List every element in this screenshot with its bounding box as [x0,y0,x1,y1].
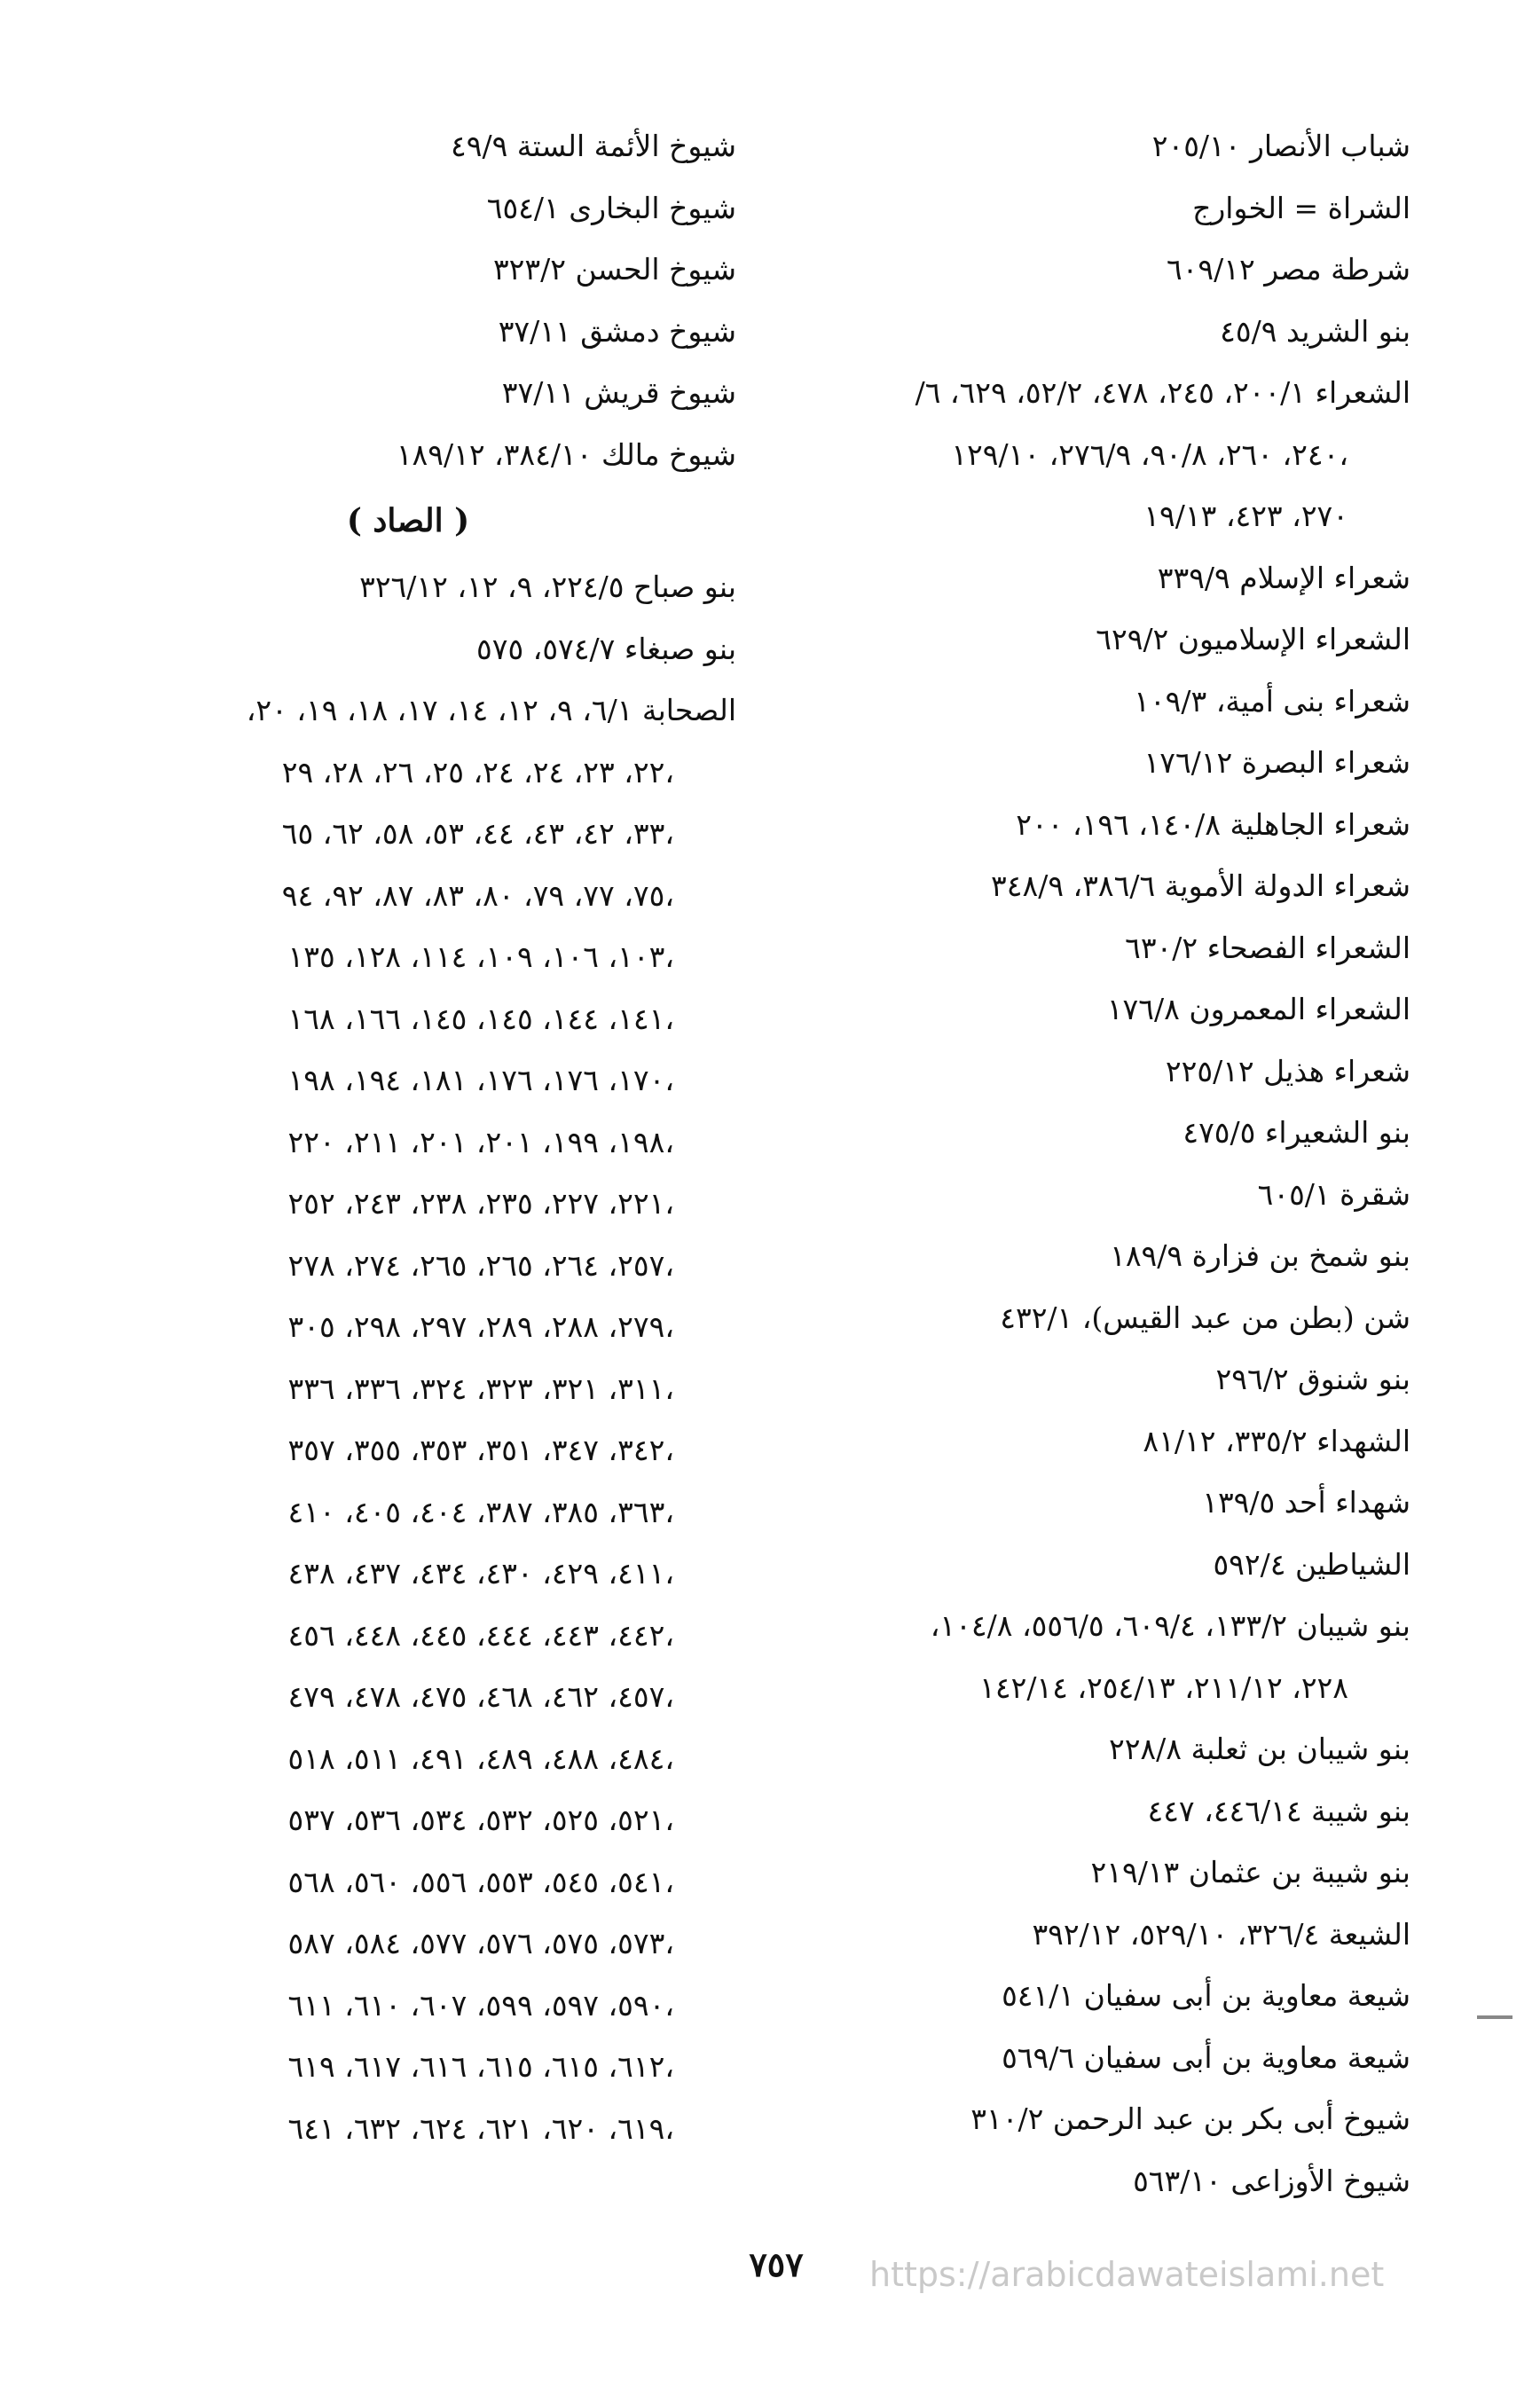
index-entry: شقرة ٦٠٥/١ [1257,1176,1410,1212]
index-entry: شن (بطن من عبد القيس)، ٤٣٢/١ [1000,1300,1410,1335]
index-entry-continuation: ١٤١، ١٤٤، ١٤٥، ١٤٥، ١٦٦، ١٦٨، [287,1001,674,1036]
index-entry-continuation: ٢٢١، ٢٢٧، ٢٣٥، ٢٣٨، ٢٤٣، ٢٥٢، [287,1186,674,1221]
index-entry: بنو شيبة ٤٤٦/١٤، ٤٤٧ [1147,1793,1410,1828]
index-entry: بنو شمخ بن فزارة ١٨٩/٩ [1110,1238,1410,1273]
index-entry: بنو شيبان ١٣٣/٢، ٦٠٩/٤، ٥٥٦/٥، ١٠٤/٨، [930,1608,1410,1643]
section-heading-sad: ( الصاد ) [346,502,470,539]
index-entry-continuation: ٦١٢، ٦١٥، ٦١٥، ٦١٦، ٦١٧، ٦١٩، [287,2049,674,2084]
index-entry: الشهداء ٣٣٥/٢، ٨١/١٢ [1143,1423,1410,1458]
index-entry-continuation: ٣١١، ٣٢١، ٣٢٣، ٣٢٤، ٣٣٦، ٣٣٦، [287,1371,674,1406]
index-entry: بنو شنوق ٢٩٦/٢ [1215,1362,1410,1396]
index-entry-continuation: ٤١١، ٤٢٩، ٤٣٠، ٤٣٤، ٤٣٧، ٤٣٨، [287,1556,674,1591]
index-entry-continuation: ٢٧٩، ٢٨٨، ٢٨٩، ٢٩٧، ٢٩٨، ٣٠٥، [287,1309,674,1344]
index-entry: بنو الشريد ٤٥/٩ [1220,313,1410,349]
index-entry: الشعراء الفصحاء ٦٣٠/٢ [1125,930,1410,965]
index-entry: بنو الشعيراء ٤٧٥/٥ [1182,1115,1410,1150]
index-entry-continuation: ٢٢٨، ٢١١/١٢، ٢٥٤/١٣، ١٤٢/١٤ [979,1669,1348,1705]
index-entry: شيوخ البخارى ٦٥٤/١ [486,190,736,225]
index-entry: شيوخ قريش ٣٧/١١ [501,375,736,410]
index-entry: شباب الأنصار ٢٠٥/١٠ [1151,129,1410,163]
page-number: ٧٥٧ [749,2244,804,2284]
index-entry-continuation: ٥٢١، ٥٢٥، ٥٣٢، ٥٣٤، ٥٣٦، ٥٣٧، [287,1803,674,1837]
index-entry-continuation: ٥٩٠، ٥٩٧، ٥٩٩، ٦٠٧، ٦١٠، ٦١١، [287,1987,674,2023]
index-entry-continuation: ٣٤٢، ٣٤٧، ٣٥١، ٣٥٣، ٣٥٥، ٣٥٧، [287,1433,674,1467]
index-entry: بنو صباح ٢٢٤/٥، ٩، ١٢، ٣٢٦/١٢ [359,570,736,604]
index-entry-continuation: ٣٣، ٤٢، ٤٣، ٤٤، ٥٣، ٥٨، ٦٢، ٦٥، [281,816,674,851]
index-entry: الشعراء الإسلاميون ٦٢٩/٢ [1096,622,1410,656]
index-entry: شعراء البصرة ١٧٦/١٢ [1143,745,1410,780]
index-column-right [763,115,1410,2212]
index-entry: بنو شيبان بن ثعلبة ٢٢٨/٨ [1108,1732,1410,1766]
index-entry-continuation: ٤٤٢، ٤٤٣، ٤٤٤، ٤٤٥، ٤٤٨، ٤٥٦، [287,1617,674,1653]
index-entry: شيوخ أبى بكر بن عبد الرحمن ٣١٠/٢ [970,2102,1410,2136]
index-entry: شيوخ دمشق ٣٧/١١ [498,313,736,349]
index-entry-continuation: ٦١٩، ٦٢٠، ٦٢١، ٦٢٤، ٦٣٢، ٦٤١، [287,2110,674,2146]
index-entry: شرطة مصر ٦٠٩/١٢ [1166,252,1410,287]
index-entry: الشعراء المعمرون ١٧٦/٨ [1106,992,1410,1026]
watermark-url: https://arabicdawateislami.net [869,2255,1385,2294]
index-entry-continuation: ٢٢، ٢٣، ٢٤، ٢٤، ٢٥، ٢٦، ٢٨، ٢٩، [281,754,674,790]
index-entry: شيوخ الحسن ٣٢٣/٢ [492,252,736,287]
index-entry-continuation: ١٩٨، ١٩٩، ٢٠١، ٢٠١، ٢١١، ٢٢٠، [287,1124,674,1159]
index-column-left [115,115,736,2159]
index-entry: الشيعة ٣٢٦/٤، ٥٢٩/١٠، ٣٩٢/١٢ [1032,1916,1410,1952]
index-entry-continuation: ٥٧٣، ٥٧٥، ٥٧٦، ٥٧٧، ٥٨٤، ٥٨٧، [287,1926,674,1960]
index-entry-continuation: ٥٤١، ٥٤٥، ٥٥٣، ٥٥٦، ٥٦٠، ٥٦٨، [287,1864,674,1899]
index-entry-continuation: ٤٨٤، ٤٨٨، ٤٨٩، ٤٩١، ٥١١، ٥١٨، [287,1740,674,1776]
index-entry: الشياطين ٥٩٢/٤ [1213,1546,1410,1582]
index-entry: شعراء الإسلام ٣٣٩/٩ [1157,560,1410,595]
index-entry-continuation: ٢٤٠، ٢٦٠، ٩٠/٨، ٢٧٦/٩، ١٢٩/١٠، [951,436,1348,472]
index-entry: بنو شيبة بن عثمان ٢١٩/١٣ [1090,1855,1410,1889]
index-entry-continuation: ١٧٠، ١٧٦، ١٧٦، ١٨١، ١٩٤، ١٩٨، [287,1063,674,1097]
index-entry: شيوخ مالك ٣٨٤/١٠، ١٨٩/١٢ [396,436,736,472]
index-entry-continuation: ٣٦٣، ٣٨٥، ٣٨٧، ٤٠٤، ٤٠٥، ٤١٠، [287,1494,674,1529]
index-entry: شيعة معاوية بن أبى سفيان ٥٦٩/٦ [1002,2039,1410,2075]
index-entry: شعراء بنى أمية، ١٠٩/٣ [1134,683,1410,719]
index-entry: شهداء أحد ١٣٩/٥ [1202,1485,1410,1520]
index-entry: شعراء هذيل ٢٢٥/١٢ [1165,1053,1410,1088]
margin-mark [1477,2015,1512,2019]
index-entry: شعراء الدولة الأموية ٣٨٦/٦، ٣٤٨/٩ [991,868,1410,903]
index-entry-continuation: ٤٥٧، ٤٦٢، ٤٦٨، ٤٧٥، ٤٧٨، ٤٧٩، [287,1679,674,1714]
index-entry-continuation: ٢٧٠، ٤٢٣، ١٩/١٣ [1143,499,1348,533]
index-entry: شيوخ الأوزاعى ٥٦٣/١٠ [1133,2163,1410,2198]
index-entry-continuation: ٢٥٧، ٢٦٤، ٢٦٥، ٢٦٥، ٢٧٤، ٢٧٨، [287,1247,674,1283]
index-entry-continuation: ١٠٣، ١٠٦، ١٠٩، ١١٤، ١٢٨، ١٣٥، [287,939,674,974]
index-entry-continuation: ٧٥، ٧٧، ٧٩، ٨٠، ٨٣، ٨٧، ٩٢، ٩٤، [281,877,674,913]
index-entry: الشراة = الخوارج [1192,190,1410,225]
index-entry: بنو صبغاء ٥٧٤/٧، ٥٧٥ [476,631,736,666]
index-entry: شيعة معاوية بن أبى سفيان ٥٤١/١ [1002,1978,1410,2013]
index-entry: شعراء الجاهلية ١٤٠/٨، ١٩٦، ٢٠٠ [1016,806,1410,842]
index-entry: شيوخ الأئمة الستة ٤٩/٩ [451,129,736,163]
index-entry: الصحابة ٦/١، ٩، ١٢، ١٤، ١٧، ١٨، ١٩، ٢٠، [246,693,736,727]
index-entry: الشعراء ٢٠٠/١، ٢٤٥، ٤٧٨، ٥٢/٢، ٦٢٩، ٦/ [915,375,1410,410]
